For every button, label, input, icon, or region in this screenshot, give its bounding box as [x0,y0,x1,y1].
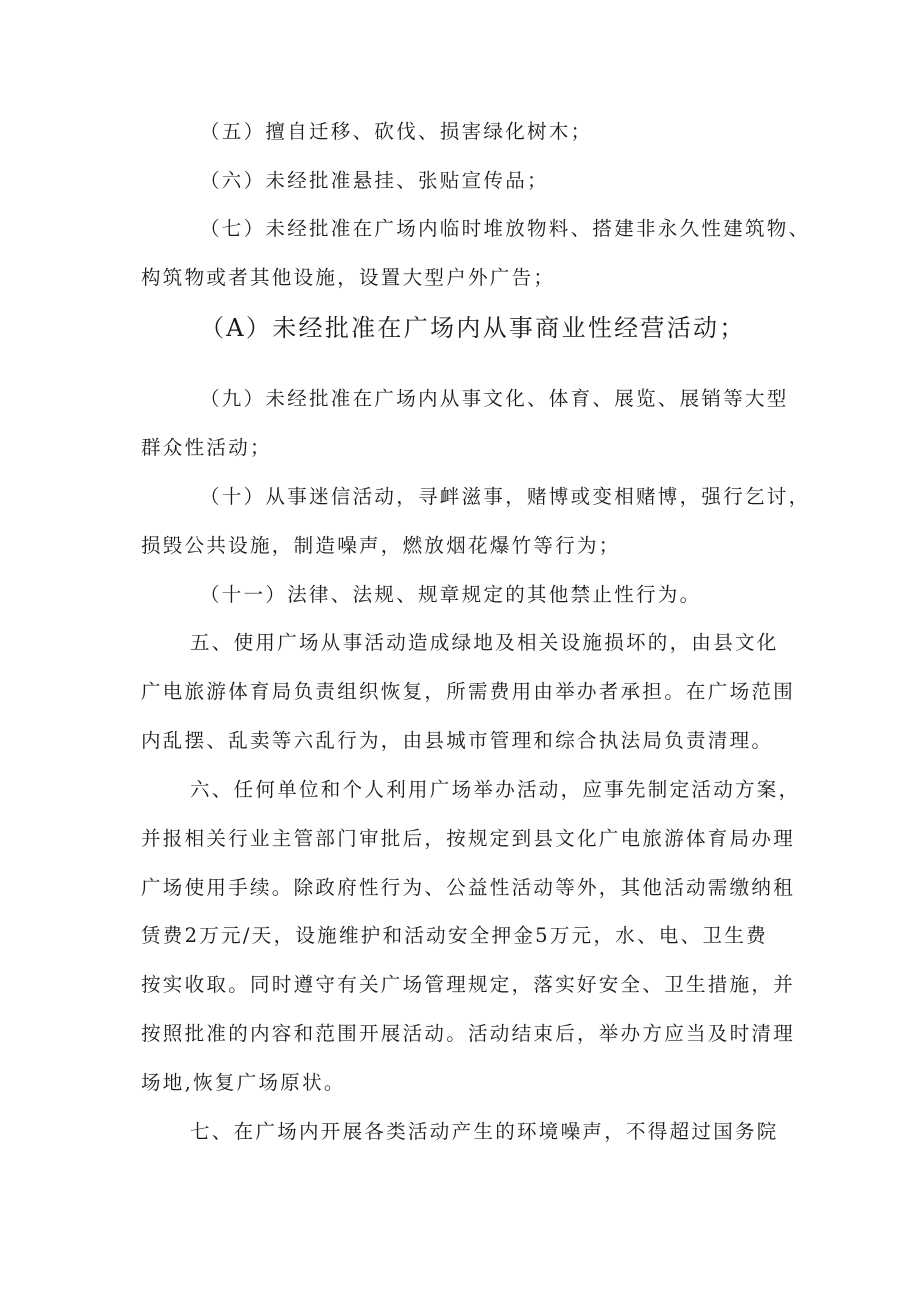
clause-7-line-1: （七）未经批准在广场内临时堆放物料、搭建非永久性建筑物、 [200,217,811,240]
section-6-line-7: 场地,恢复广场原状。 [141,1071,346,1094]
clause-5-line: （五）擅自迁移、砍伐、损害绿化树木； [200,120,593,143]
clause-9-line-1: （九）未经批准在广场内从事文化、体育、展览、展销等大型 [200,387,789,410]
section-6-line-1: 六、任何单位和个人利用广场举办活动，应事先制定活动方案， [190,778,801,801]
clause-10-line-2: 损毁公共设施，制造噪声，燃放烟花爆竹等行为； [141,534,621,557]
section-5-line-3: 内乱摆、乱卖等六乱行为，由县城市管理和综合执法局负责清理。 [141,729,774,752]
clause-11-line: （十一）法律、法规、规章规定的其他禁止性行为。 [200,583,702,606]
clause-10-line-1: （十）从事迷信活动，寻衅滋事，赌博或变相赌博，强行乞讨， [200,485,811,508]
section-5-line-2: 广电旅游体育局负责组织恢复，所需费用由举办者承担。在广场范围 [141,680,796,703]
clause-7-line-2: 构筑物或者其他设施，设置大型户外广告； [141,266,556,289]
section-6-line-3: 广场使用手续。除政府性行为、公益性活动等外，其他活动需缴纳租 [141,876,796,899]
section-6-line-2: 并报相关行业主管部门审批后，按规定到县文化广电旅游体育局办理 [141,827,796,850]
section-6-line-4: 赁费2万元/天，设施维护和活动安全押金5万元，水、电、卫生费 [141,924,768,947]
clause-9-line-2: 群众性活动； [141,436,272,459]
section-6-line-6: 按照批准的内容和范围开展活动。活动结束后，举办方应当及时清理 [141,1022,796,1045]
section-7-line-1: 七、在广场内开展各类活动产生的环境噪声，不得超过国务院 [190,1120,779,1143]
clause-6-line: （六）未经批准悬挂、张贴宣传品； [200,169,549,192]
section-6-line-5: 按实收取。同时遵守有关广场管理规定，落实好安全、卫生措施，并 [141,973,796,996]
section-5-line-1: 五、使用广场从事活动造成绿地及相关设施损坏的，由县文化 [190,631,779,654]
clause-8-line: （A）未经批准在广场内从事商业性经营活动； [200,314,746,342]
